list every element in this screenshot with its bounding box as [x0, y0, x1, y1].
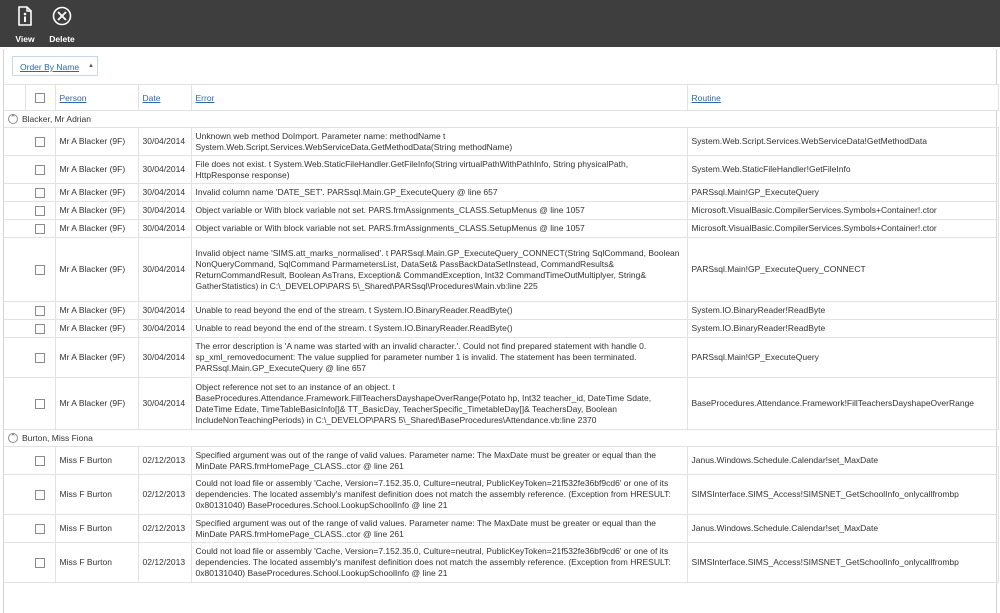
person-cell: Mr A Blacker (9F) [55, 338, 138, 378]
person-cell: Mr A Blacker (9F) [55, 202, 138, 220]
table-row[interactable] [4, 184, 998, 202]
date-cell: 30/04/2014 [138, 156, 191, 184]
date-cell: 30/04/2014 [138, 378, 191, 430]
person-cell: Miss F Burton [55, 543, 138, 583]
routine-cell: Janus.Windows.Schedule.Calendar!set_MaxDate [687, 515, 998, 543]
date-cell: 30/04/2014 [138, 128, 191, 156]
table-row[interactable] [4, 338, 998, 378]
person-cell: Mr A Blacker (9F) [55, 128, 138, 156]
row-select-cell [25, 238, 55, 302]
row-select-cell [25, 202, 55, 220]
date-cell: 30/04/2014 [138, 302, 191, 320]
date-cell: 02/12/2013 [138, 475, 191, 515]
person-cell: Mr A Blacker (9F) [55, 238, 138, 302]
person-cell: Miss F Burton [55, 515, 138, 543]
view-label: View [15, 34, 35, 44]
date-cell: 30/04/2014 [138, 238, 191, 302]
row-select-cell [25, 128, 55, 156]
error-cell: Specified argument was out of the range of valid values. Parameter name: The MaxDate must be greater or equal than the MinDate PARS.frmHomePage_CLASS..ctor @ line 261 [191, 447, 687, 475]
routine-cell: BaseProcedures.Attendance.Framework!FillTeachersDayshapeOverRange [687, 378, 998, 430]
table-row[interactable] [4, 515, 998, 543]
person-cell: Mr A Blacker (9F) [55, 320, 138, 338]
error-cell: Object variable or With block variable not set. PARS.frmAssignments_CLASS.SetupMenus @ line 1057 [191, 202, 687, 220]
row-indent-cell [4, 238, 25, 302]
collapse-group-icon[interactable]: ⌃ [8, 114, 18, 124]
error-cell: Could not load file or assembly 'Cache, Version=7.152.35.0, Culture=neutral, PublicKeyToken=21f532fe36bf9cd6' or one of its dependencies. The located assembly's manifest definition does not match the assembly reference. (Exception from HRESULT: 0x80131040) BaseProcedures.School.LookupSchoolInfo @ line 21 [191, 543, 687, 583]
row-indent-cell [4, 202, 25, 220]
row-checkbox[interactable] [35, 456, 45, 466]
person-cell: Mr A Blacker (9F) [55, 220, 138, 238]
row-checkbox[interactable] [35, 558, 45, 568]
row-indent-cell [4, 378, 25, 430]
error-cell: Object variable or With block variable not set. PARS.frmAssignments_CLASS.SetupMenus @ line 1057 [191, 220, 687, 238]
date-cell: 02/12/2013 [138, 543, 191, 583]
error-cell: Unable to read beyond the end of the stream. t System.IO.BinaryReader.ReadByte() [191, 320, 687, 338]
error-table [4, 84, 999, 583]
date-cell: 30/04/2014 [138, 202, 191, 220]
table-row[interactable] [4, 156, 998, 184]
table-row[interactable] [4, 202, 998, 220]
routine-cell: Janus.Windows.Schedule.Calendar!set_MaxDate [687, 447, 998, 475]
person-cell: Mr A Blacker (9F) [55, 184, 138, 202]
table-row[interactable] [4, 128, 998, 156]
header-error[interactable] [191, 85, 687, 111]
row-select-cell [25, 378, 55, 430]
error-cell: File does not exist. t System.Web.StaticFileHandler.GetFileInfo(String virtualPathWithPathInfo, String physicalPath, HttpResponse response) [191, 156, 687, 184]
row-checkbox[interactable] [35, 188, 45, 198]
document-info-icon [15, 6, 35, 26]
person-cell: Mr A Blacker (9F) [55, 378, 138, 430]
row-checkbox[interactable] [35, 490, 45, 500]
row-select-cell [25, 447, 55, 475]
row-indent-cell [4, 320, 25, 338]
date-cell: 30/04/2014 [138, 220, 191, 238]
person-cell: Miss F Burton [55, 447, 138, 475]
row-checkbox[interactable] [35, 324, 45, 334]
row-select-cell [25, 302, 55, 320]
group-row[interactable] [4, 111, 998, 128]
group-header-cell[interactable] [4, 111, 998, 128]
date-cell: 30/04/2014 [138, 184, 191, 202]
table-row[interactable] [4, 220, 998, 238]
row-select-cell [25, 220, 55, 238]
person-cell: Mr A Blacker (9F) [55, 302, 138, 320]
routine-sort-link[interactable]: Routine [691, 92, 721, 103]
routine-cell: SIMSInterface.SIMS_Access!SIMSNET_GetSchoolInfo_onlycallfrombp [687, 543, 998, 583]
table-row[interactable] [4, 302, 998, 320]
date-cell: 02/12/2013 [138, 447, 191, 475]
routine-cell: SIMSInterface.SIMS_Access!SIMSNET_GetSchoolInfo_onlycallfrombp [687, 475, 998, 515]
row-checkbox[interactable] [35, 399, 45, 409]
routine-cell: Microsoft.VisualBasic.CompilerServices.Symbols+Container!.ctor [687, 220, 998, 238]
row-indent-cell [4, 128, 25, 156]
date-cell: 02/12/2013 [138, 515, 191, 543]
date-sort-link[interactable]: Date [142, 92, 161, 103]
row-select-cell [25, 338, 55, 378]
table-row[interactable] [4, 447, 998, 475]
row-indent-cell [4, 338, 25, 378]
group-row[interactable] [4, 430, 998, 447]
table-row[interactable] [4, 320, 998, 338]
row-checkbox[interactable] [35, 524, 45, 534]
date-cell: 30/04/2014 [138, 320, 191, 338]
row-select-cell [25, 515, 55, 543]
row-checkbox[interactable] [35, 306, 45, 316]
header-date[interactable] [138, 85, 191, 111]
sort-ascending-icon: ▲ [88, 63, 94, 69]
toolbar [0, 0, 1000, 47]
header-expand-cell [4, 85, 25, 111]
row-indent-cell [4, 302, 25, 320]
row-select-cell [25, 543, 55, 583]
routine-cell: System.IO.BinaryReader!ReadByte [687, 320, 998, 338]
error-log-panel [3, 49, 997, 613]
header-row [4, 85, 998, 111]
person-sort-link[interactable]: Person [59, 92, 87, 103]
date-cell: 30/04/2014 [138, 338, 191, 378]
person-cell: Mr A Blacker (9F) [55, 156, 138, 184]
error-cell: Invalid object name 'SIMS.att_marks_normalised'. t PARSsql.Main.GP_ExecuteQuery_CONNECT(String SqlCommand, Boolean NonQueryCommand, SqlCommand ParmametersList, DataSet& PassBackDataSetInstead, CommandResults& ReturnCommandResult, Boolean AsTrans, Exception& CommandException, Int32 CommandTimeOutMultiplyer, String& GatherStatistics) in C:\_DEVELOP\PARS 5\_Shared\PARSsql\Procedures\Main.vb:line 225 [191, 238, 687, 302]
row-checkbox[interactable] [35, 165, 45, 175]
error-cell: Specified argument was out of the range of valid values. Parameter name: The MaxDate must be greater or equal than the MinDate PARS.frmHomePage_CLASS..ctor @ line 261 [191, 515, 687, 543]
header-person[interactable] [55, 85, 138, 111]
routine-cell: PARSsql.Main!GP_ExecuteQuery_CONNECT [687, 238, 998, 302]
select-all-checkbox[interactable] [35, 93, 45, 103]
row-checkbox[interactable] [35, 353, 45, 363]
error-cell: Could not load file or assembly 'Cache, Version=7.152.35.0, Culture=neutral, PublicKeyToken=21f532fe36bf9cd6' or one of its dependencies. The located assembly's manifest definition does not match the assembly reference. (Exception from HRESULT: 0x80131040) BaseProcedures.School.LookupSchoolInfo @ line 21 [191, 475, 687, 515]
group-header-cell[interactable] [4, 430, 998, 447]
row-indent-cell [4, 156, 25, 184]
header-select-cell [25, 85, 55, 111]
routine-cell: System.Web.Script.Services.WebServiceData!GetMethodData [687, 128, 998, 156]
delete-button[interactable] [38, 0, 86, 47]
routine-cell: PARSsql.Main!GP_ExecuteQuery [687, 184, 998, 202]
routine-cell: System.IO.BinaryReader!ReadByte [687, 302, 998, 320]
error-cell: Unable to read beyond the end of the stream. t System.IO.BinaryReader.ReadByte() [191, 302, 687, 320]
row-checkbox[interactable] [35, 137, 45, 147]
row-indent-cell [4, 220, 25, 238]
row-indent-cell [4, 184, 25, 202]
group-name: Blacker, Mr Adrian [22, 113, 91, 124]
error-sort-link[interactable]: Error [195, 92, 215, 103]
row-select-cell [25, 475, 55, 515]
row-indent-cell [4, 447, 25, 475]
error-table-body [4, 111, 998, 583]
row-indent-cell [4, 543, 25, 583]
table-row[interactable] [4, 475, 998, 515]
row-checkbox[interactable] [35, 265, 45, 275]
collapse-group-icon[interactable]: ⌃ [8, 433, 18, 443]
order-by-label[interactable]: Order By Name [20, 62, 80, 72]
routine-cell: Microsoft.VisualBasic.CompilerServices.Symbols+Container!.ctor [687, 202, 998, 220]
group-name: Burton, Miss Fiona [22, 432, 93, 443]
person-cell: Miss F Burton [55, 475, 138, 515]
order-by-name-button[interactable] [12, 56, 98, 76]
row-select-cell [25, 156, 55, 184]
close-circle-icon [52, 6, 72, 26]
routine-cell: PARSsql.Main!GP_ExecuteQuery [687, 338, 998, 378]
table-row[interactable] [4, 238, 998, 302]
row-checkbox[interactable] [35, 224, 45, 234]
row-select-cell [25, 320, 55, 338]
table-row[interactable] [4, 543, 998, 583]
error-cell: The error description is 'A name was started with an invalid character.'. Could not find prepared statement with handle 0. sp_xml_removedocument: The value supplied for parameter number 1 is invalid. The statement has been terminated. PARSsql.Main.GP_ExecuteQuery @ line 657 [191, 338, 687, 378]
row-checkbox[interactable] [35, 206, 45, 216]
row-indent-cell [4, 475, 25, 515]
error-cell: Invalid column name 'DATE_SET'. PARSsql.Main.GP_ExecuteQuery @ line 657 [191, 184, 687, 202]
row-indent-cell [4, 515, 25, 543]
error-cell: Unknown web method DoImport. Parameter name: methodName t System.Web.Script.Services.WebServiceData.GetMethodData(String methodName) [191, 128, 687, 156]
delete-label: Delete [49, 34, 75, 44]
table-row[interactable] [4, 378, 998, 430]
header-routine[interactable] [687, 85, 998, 111]
error-cell: Object reference not set to an instance of an object. t BaseProcedures.Attendance.Framework.FillTeachersDayshapeOverRange(Potato hp, Int32 teacher_id, DateTime Sdate, DateTime Edate, TimeTableBasicInfo[]& TT_BasicDay, TeacherSpecific_TimetableDay[]& TeachersDay, Boolean IncludeNonTeachingPeriods) in C:\_DEVELOP\PARS 5\_Shared\BaseProcedures\Attendance.vb:line 2370 [191, 378, 687, 430]
row-select-cell [25, 184, 55, 202]
routine-cell: System.Web.StaticFileHandler!GetFileInfo [687, 156, 998, 184]
